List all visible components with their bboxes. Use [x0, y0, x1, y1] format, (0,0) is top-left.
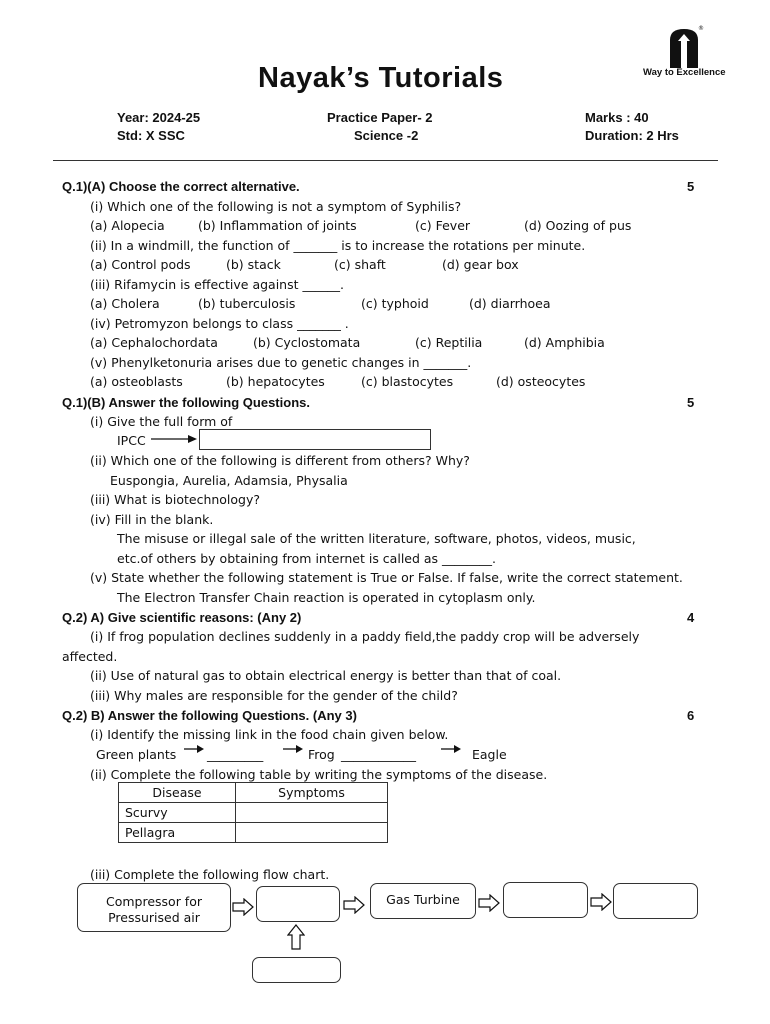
q1b-v-line: The Electron Transfer Chain reaction is operated in cytoplasm only. — [117, 590, 536, 605]
flow-box-blank-2 — [503, 882, 588, 918]
q1a-v-opt-c: (c) blastocytes — [361, 374, 454, 389]
paper-label: Practice Paper- 2 — [327, 110, 433, 125]
food-chain-blank-1: _________ — [207, 747, 264, 762]
arrow-right-icon — [183, 744, 205, 754]
q1a-iii-opt-c: (c) typhoid — [361, 296, 429, 311]
page-title: Nayak’s Tutorials — [258, 62, 504, 94]
q2a-marks: 4 — [687, 610, 695, 625]
logo-icon — [664, 26, 704, 70]
q1a-iii-opt-a: (a) Cholera — [90, 296, 160, 311]
arrow-right-icon — [440, 744, 462, 754]
food-chain-frog: Frog — [308, 747, 335, 762]
q2a-iii: (iii) Why males are responsible for the gender of the child? — [90, 688, 458, 703]
q1a-v-opt-a: (a) osteoblasts — [90, 374, 183, 389]
flow-box-gas-turbine — [370, 883, 476, 919]
q1b-heading: Q.1)(B) Answer the following Questions. — [62, 395, 310, 410]
q1b-v: (v) State whether the following statement is True or False. If false, write the correct statement. — [90, 570, 683, 585]
q1a-ii-opt-c: (c) shaft — [334, 257, 386, 272]
food-chain-green-plants: Green plants — [96, 747, 177, 762]
q1b-i: (i) Give the full form of — [90, 414, 233, 429]
q2b-i: (i) Identify the missing link in the food chain given below. — [90, 727, 449, 742]
food-chain-blank-2: ____________ — [341, 747, 416, 762]
hollow-arrow-right-icon — [232, 898, 254, 916]
duration-label: Duration: 2 Hrs — [585, 128, 679, 143]
q1a-i-opt-a: (a) Alopecia — [90, 218, 165, 233]
std-label: Std: X SSC — [117, 128, 185, 143]
q2a-i-line2: affected. — [62, 649, 118, 664]
table-row — [119, 823, 388, 843]
q1a-iii-opt-d: (d) diarrhoea — [469, 296, 551, 311]
logo-tagline: Way to Excellence — [643, 67, 726, 78]
q1a-v-opt-d: (d) osteocytes — [496, 374, 586, 389]
q1a-iv-opt-d: (d) Amphibia — [524, 335, 605, 350]
registered-mark: ® — [698, 25, 704, 32]
subject-label: Science -2 — [354, 128, 419, 143]
q1a-ii-opt-b: (b) stack — [226, 257, 281, 272]
disease-table — [118, 782, 388, 843]
marks-label: Marks : 40 — [585, 110, 649, 125]
q1a-v-question: (v) Phenylketonuria arises due to genetic changes in _______. — [90, 355, 472, 370]
q1b-iv: (iv) Fill in the blank. — [90, 512, 214, 527]
ipcc-answer-box — [199, 429, 431, 450]
q1a-ii-opt-d: (d) gear box — [442, 257, 519, 272]
flow-box-compressor — [77, 883, 231, 932]
q1a-ii-question: (ii) In a windmill, the function of _______ is to increase the rotations per minute. — [90, 238, 586, 253]
arrow-right-icon — [150, 433, 198, 445]
q1a-iv-opt-a: (a) Cephalochordata — [90, 335, 218, 350]
q1a-i-question: (i) Which one of the following is not a symptom of Syphilis? — [90, 199, 462, 214]
q2a-ii: (ii) Use of natural gas to obtain electrical energy is better than that of coal. — [90, 668, 562, 683]
flow-gas-turbine-label: Gas Turbine — [386, 892, 460, 907]
table-row — [119, 803, 388, 823]
year-label: Year: 2024-25 — [117, 110, 201, 125]
hollow-arrow-right-icon — [343, 896, 365, 914]
flow-compressor-line2: Pressurised air — [108, 910, 200, 925]
flow-compressor-line1: Compressor for — [105, 894, 202, 909]
table-header-symptoms: Symptoms — [236, 783, 388, 803]
table-header-disease: Disease — [119, 783, 236, 803]
q2b-ii: (ii) Complete the following table by writing the symptoms of the disease. — [90, 767, 548, 782]
hollow-arrow-right-icon — [590, 893, 612, 911]
flow-box-blank-3 — [613, 883, 698, 919]
q1a-ii-opt-a: (a) Control pods — [90, 257, 191, 272]
q1a-i-opt-b: (b) Inflammation of joints — [198, 218, 357, 233]
hollow-arrow-up-icon — [287, 924, 305, 950]
food-chain-eagle: Eagle — [472, 747, 507, 762]
table-cell-disease: Pellagra — [119, 823, 236, 843]
q2b-iii: (iii) Complete the following flow chart. — [90, 867, 330, 882]
q2b-heading: Q.2) B) Answer the following Questions. (Any 3) — [62, 708, 357, 723]
q1a-iv-question: (iv) Petromyzon belongs to class _______ . — [90, 316, 349, 331]
table-header-row — [119, 783, 388, 803]
q1a-marks: 5 — [687, 179, 695, 194]
table-cell-disease: Scurvy — [119, 803, 236, 823]
q2a-i-line1: (i) If frog population declines suddenly in a paddy field,the paddy crop will be adversely — [90, 629, 640, 644]
q1b-i-term: IPCC — [117, 433, 146, 448]
q1a-iii-question: (iii) Rifamycin is effective against ______. — [90, 277, 344, 292]
q1b-iv-line1: The misuse or illegal sale of the written literature, software, photos, videos, music, — [117, 531, 636, 546]
q1a-iii-opt-b: (b) tuberculosis — [198, 296, 296, 311]
flow-box-blank-input — [252, 957, 341, 983]
q1a-iv-opt-b: (b) Cyclostomata — [253, 335, 361, 350]
header-divider — [53, 160, 718, 161]
table-cell-symptoms — [236, 823, 388, 843]
q1a-i-opt-c: (c) Fever — [415, 218, 471, 233]
table-cell-symptoms — [236, 803, 388, 823]
logo — [664, 26, 704, 70]
q2a-heading: Q.2) A) Give scientific reasons: (Any 2) — [62, 610, 302, 625]
q2b-marks: 6 — [687, 708, 695, 723]
q1b-iv-line2: etc.of others by obtaining from internet is called as ________. — [117, 551, 497, 566]
q1b-marks: 5 — [687, 395, 695, 410]
q1b-ii: (ii) Which one of the following is different from others? Why? — [90, 453, 470, 468]
hollow-arrow-right-icon — [478, 894, 500, 912]
q1b-iii: (iii) What is biotechnology? — [90, 492, 261, 507]
q1a-i-opt-d: (d) Oozing of pus — [524, 218, 632, 233]
arrow-right-icon — [282, 744, 304, 754]
flow-box-blank-1 — [256, 886, 340, 922]
q1a-heading: Q.1)(A) Choose the correct alternative. — [62, 179, 300, 194]
q1b-ii-options: Euspongia, Aurelia, Adamsia, Physalia — [110, 473, 348, 488]
q1a-v-opt-b: (b) hepatocytes — [226, 374, 325, 389]
q1a-iv-opt-c: (c) Reptilia — [415, 335, 483, 350]
